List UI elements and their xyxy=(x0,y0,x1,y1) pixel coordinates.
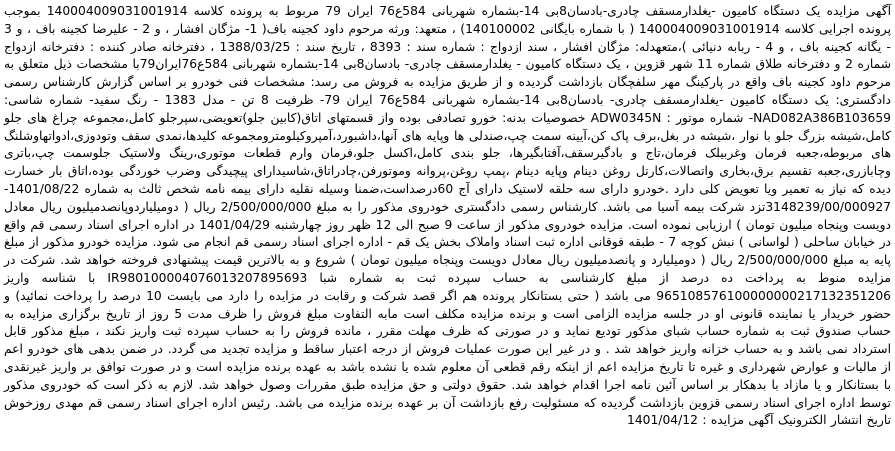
auction-notice-text: آگهی مزایده یک دستگاه کامیون -یغلدارمسقف چادری-بادسان8بی 14-بشماره شهربانی 584ع76 ایران 79 مربوط به پرونده کلاسه 140004009031001914 بموجب پرونده اجرایی کلاسه 140004009031001914 ( با شماره بایگانی 140100002) ، متعهد: ورثه مرحوم داود کجینه باف( 1- مژگان افشار ، و 2 - علیرضا کجینه باف ، و 3 - یگانه کجینه باف ، و 4 - ربابه دنیائی )،متعهدله: مژگان افشار ، سند ازدواج : شماره سند : 8393 ، تاریخ سند : 1388/03/25 ، دفترخانه صادر کننده : دفترخانه ازدواج شماره 2 و دفترخانه طلاق شماره 11 شهر قزوین ، یک دستگاه کامیون - یغلدارمسقف چادری- بادسان8بی 14-بشماره شهربانی 584ع76ایران79با مشخصات ذیل متعلق به مرحوم داود کجینه باف واقع در پارکینگ مهر سلفچگان بازداشت گردیده و از طریق مزایده به فروش می رسد: مشخصات فنی خودرو بر اساس گزارش کارشناس رسمی دادگستری: یک دستگاه کامیون -یغلدارمسقف چادری- بادسان8بی 14-بشماره شهربانی 584ع76 ایران 79- ظرفیت 8 تن - مدل 1383 - رنگ سفید- شماره شاسی: NAD082A386B103659- شماره موتور : ADW0345N خصوصیات بدنه: خورو تصادفی بوده واز قسمتهای اتاق(کابین جلو)تعویضی،سپرجلو کامل،مجموعه چراغ های جلو کامل،شیشه بزرگ جلو با نوار ،شیشه در بغل،برف پاک کن،آیینه سمت چپ،صندلی ها وپایه های آنها،داشبورد،آمپروکیلومترومجموعه کلیدها،نمدی سقف وتودوزی،ادواتهاوشلنگ های مربوطه،جعبه فرمان وغربیلک فرمان،تاج و بادگیرسقف،آفتابگیرها، جلو بندی کامل،اکسل جلو،فرمان وارم قطعات موتوری،رینگ ولاستیک جلوسمت چپ،باتری وچابازری،جعبه تقسیم برق،بخاری واتصالات،کارتل روغن دینام وپایه دینام ،پمپ روغن،پروانه وموتورفن،چادراتاق،شاسیدارای پیچیدگی وضرب خوردگی بوده،اتاق بار خسارت دیده که نیاز به تعمیر ویا تعویض کلی دارد .خودرو دارای سه حلقه لاستیک دارای آج 60درصداست،ضمنا وسیله نقلیه دارای بیمه نامه شخص ثالث به شماره 1401/08/22-3148239/00/000927تزد شرکت بیمه آسیا می باشد. کارشناس رسمی دادگستری خودروی مذکور را به مبلغ 2/500/000/000 ریال ( دومیلیاردوپانصدمیلیون ریال معادل دویست وپنجاه میلیون تومان ) ارزیابی نموده است. مزایده خودروی مذکور از ساعت 9 صبح الی 12 ظهر روز چهارشنبه 1401/04/29 در اداره اجرای اسناد رسمی قم واقع در خیابان ساحلی ( لواسانی ) نبش کوچه 7 - طبقه فوقانی اداره ثبت اسناد واملاک بخش یک قم - اداره اجرای اسناد رسمی قم انجام می شود. مزایده خودرو مذکور از مبلغ پایه به مبلغ 2/500/000/000 ریال ( دومیلیارد و پانصدمیلیون ریال معادل دویست وپنجاه میلیون تومان ) شروع و به بالاترین قیمت پیشنهادی فروخته خواهد شد. شرکت در مزایده منوط به پرداخت ده درصد از مبلغ کارشناسی به حساب سپرده ثبت به شماره شبا IR980100004076013207895693 با شناسه واریز 965108576100000000217132351206 می باشد ( حتی بستانکار پرونده هم اگر قصد شرکت و رقابت در مزایده را دارد می بایست 10 درصد را پرداخت نمائید) و حضور خریدار یا نماینده قانونی او در جلسه مزایده الزامی است و برنده مزایده مکلف است مابه التفاوت مبلغ فروش را ظرف مدت 5 روز از تاریخ برگزاری مزایده به حساب صندوق ثبت به شماره حساب شبای مذکور تودیع نماید و در صورتی که ظرف مهلت مقرر ، مانده فروش را به حساب سپرده ثبت واریز نکند ، مبلغ مذکور قابل استرداد نمی باشد و به حساب خزانه واریز خواهد شد . و در غیر این صورت عملیات فروش از درجه اعتبار ساقط و مزایده تجدید می گردد. در ضمن بدهی های خودرو اعم از مالیات و عوارض شهرداری و غیره تا تاریخ مزایده اعم از اینکه رقم قطعی آن معلوم شده یا نشده باشد به عهده برنده مزایده است و در صورت توافق بر واریز غیرنقدی با بستانکار و یا مازاد با بدهکار بر اساس آئین نامه اجرا اقدام خواهد شد. حقوق دولتی و حق مزایده طبق مقررات وصول خواهد شد. لازم به ذکر است که خودروی مذکور توسط اداره اجرای اسناد رسمی قزوین بازداشت گردیده که مسئولیت رفع بازداشت آن بر عهده برنده مزایده می باشد. رئیس اداره اجرای اسناد رسمی قم مهدی روزخوش تاریخ انتشار الکترونیک آگهی مزایده : 1401/04/12 xyxy=(4,4,892,428)
